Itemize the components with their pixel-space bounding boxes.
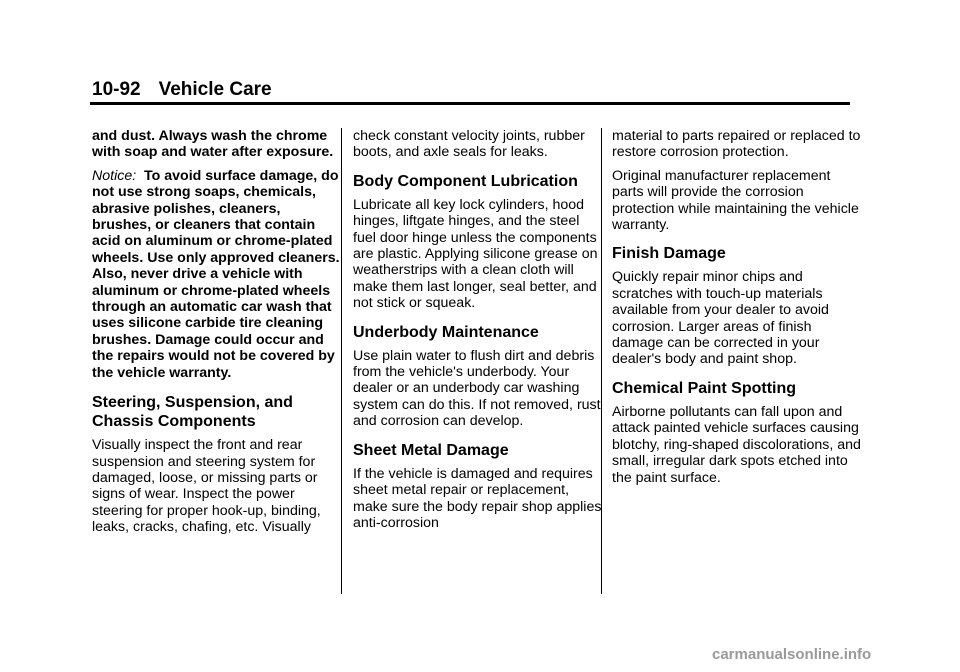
heading-finish-damage: Finish Damage: [612, 245, 726, 263]
underbody-paragraph: Use plain water to flush dirt and debris from the vehicle's underbody. Your dealer or an underbody car washing system can do this. If not removed, rust and corrosion can develop.: [353, 347, 601, 430]
steering-paragraph: Visually inspect the front and rear suspension and steering system for damaged, loose, or missing parts or signs of wear. Inspect the power steering for proper hook-up, binding, leaks, cracks, chafing, etc. Visually: [92, 437, 321, 536]
page-header: [92, 78, 850, 102]
header-rule: [90, 102, 850, 105]
notice-text: To avoid surface damage, do not use strong soaps, chemicals, abrasive polishes, cleaners, brushes, or cleaners that contain acid on aluminum or chrome-plated wheels. Use only approved cleaners. Also, never drive a vehicle with aluminum or chrome-plated wheels through an automatic car wash that uses silicone carbide tire cleaning brushes. Damage could occur and the repairs would not be covered by the vehicle warranty.: [92, 167, 340, 381]
column-divider-2: [601, 128, 602, 594]
watermark: carmanualsonline.info: [712, 646, 872, 663]
heading-steering-suspension: Steering, Suspension, and Chassis Components: [92, 394, 293, 431]
sheet-metal-paragraph: If the vehicle is damaged and requires sheet metal repair or replacement, make sure the body repair shop applies anti-corrosion: [353, 465, 602, 531]
replacement-parts-paragraph: Original manufacturer replacement parts will provide the corrosion protection while maintaining the vehicle warranty.: [612, 167, 859, 234]
column-2: [353, 128, 603, 538]
column-divider-1: [341, 128, 342, 594]
page-number: 10-92: [92, 79, 141, 100]
chemical-paint-paragraph: Airborne pollutants can fall upon and attack painted vehicle surfaces causing blotchy, ring-shaped discolorations, and small, irregular dark spots etched into the paint surface.: [612, 403, 861, 486]
notice-paragraph: [92, 168, 342, 381]
axle-seals-paragraph: check constant velocity joints, rubber boots, and axle seals for leaks.: [353, 128, 585, 161]
corrosion-protection-paragraph: material to parts repaired or replaced to restore corrosion protection.: [612, 128, 861, 161]
finish-damage-paragraph: Quickly repair minor chips and scratches with touch-up materials available from your dealer to avoid corrosion. Larger areas of finish damage can be corrected in your dealer's body and paint shop.: [612, 269, 829, 368]
wash-chrome-paragraph: and dust. Always wash the chrome with soap and water after exposure.: [92, 128, 334, 161]
section-title: Vehicle Care: [158, 79, 272, 100]
heading-body-component-lubrication: Body Component Lubrication: [353, 172, 578, 190]
column-3: [612, 128, 862, 493]
heading-sheet-metal-damage: Sheet Metal Damage: [353, 441, 509, 459]
notice-label: Notice:: [92, 167, 137, 184]
heading-chemical-paint-spotting: Chemical Paint Spotting: [612, 379, 797, 397]
column-1: [92, 128, 342, 543]
lubrication-paragraph: Lubricate all key lock cylinders, hood hinges, liftgate hinges, and the steel fuel door hinge unless the components are plastic. Applying silicone grease on weatherstrips with a clean cloth will make them last longer, seal better, and not stick or squeak.: [353, 196, 598, 312]
heading-underbody-maintenance: Underbody Maintenance: [353, 323, 539, 341]
